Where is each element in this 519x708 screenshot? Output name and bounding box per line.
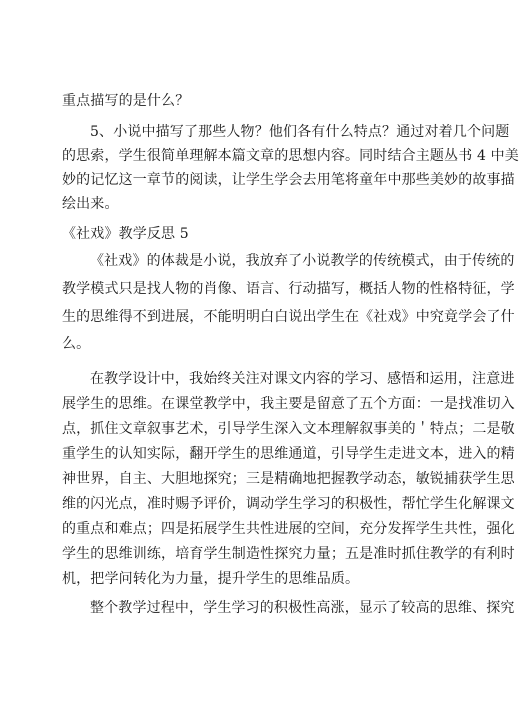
paragraph-line: 机，把学问转化为力量，提升学生的思维品质。 [62,571,360,587]
paragraph-line: 《社戏》的体裁是小说，我放弃了小说教学的传统模式，由于传统的 [90,253,515,269]
paragraph-line: 整个教学过程中，学生学习的积极性高涨，显示了较高的思维、探究 [90,600,515,616]
paragraph-line: 神世界，自主、大胆地探究；三是精确地把握教学动态，敏锐捕获学生思 [62,471,515,487]
paragraph-line: 重学生的认知实际，翻开学生的思维通道，引导学生走进文本，进入的精 [62,446,515,462]
paragraph-line: 妙的记忆这一章节的阅读，让学生学会去用笔将童年中那些美妙的故事描 [62,172,515,188]
paragraph-line: 学生的思维训练，培育学生制造性探究力量；五是准时抓住教学的有利时 [62,546,515,562]
paragraph-line: 点，抓住文章叙事艺术，引导学生深入文本理解叙事美的＇特点；二是敬 [62,421,515,437]
paragraph-line: 重点描写的是什么？ [62,93,190,109]
section-heading: 《社戏》教学反思 5 [62,226,189,242]
paragraph-line: 展学生的思维。在课堂教学中，我主要是留意了五个方面：一是找准切入 [62,396,515,412]
paragraph-line: 么。 [62,336,91,352]
paragraph-line: 生的思维得不到进展，不能明明白白说出学生在《社戏》中究竟学会了什 [62,309,515,325]
paragraph-line: 的思索，学生很简单理解本篇文章的思想内容。同时结合主题丛书 4 中美 [62,148,519,164]
paragraph-line: 在教学设计中，我始终关注对课文内容的学习、感悟和运用，注意进 [90,371,515,387]
paragraph-line: 维的闪光点，准时赐予评价，调动学生学习的积极性，帮忙学生化解课文 [62,496,515,512]
paragraph-line: 教学模式只是找人物的肖像、语言、行动描写，概括人物的性格特征，学 [62,281,515,297]
paragraph-line: 5、小说中描写了那些人物？他们各有什么特点？通过对着几个问题 [90,124,510,140]
paragraph-line: 的重点和难点；四是拓展学生共性进展的空间，充分发挥学生共性，强化 [62,521,515,537]
paragraph-line: 绘出来。 [62,196,119,212]
